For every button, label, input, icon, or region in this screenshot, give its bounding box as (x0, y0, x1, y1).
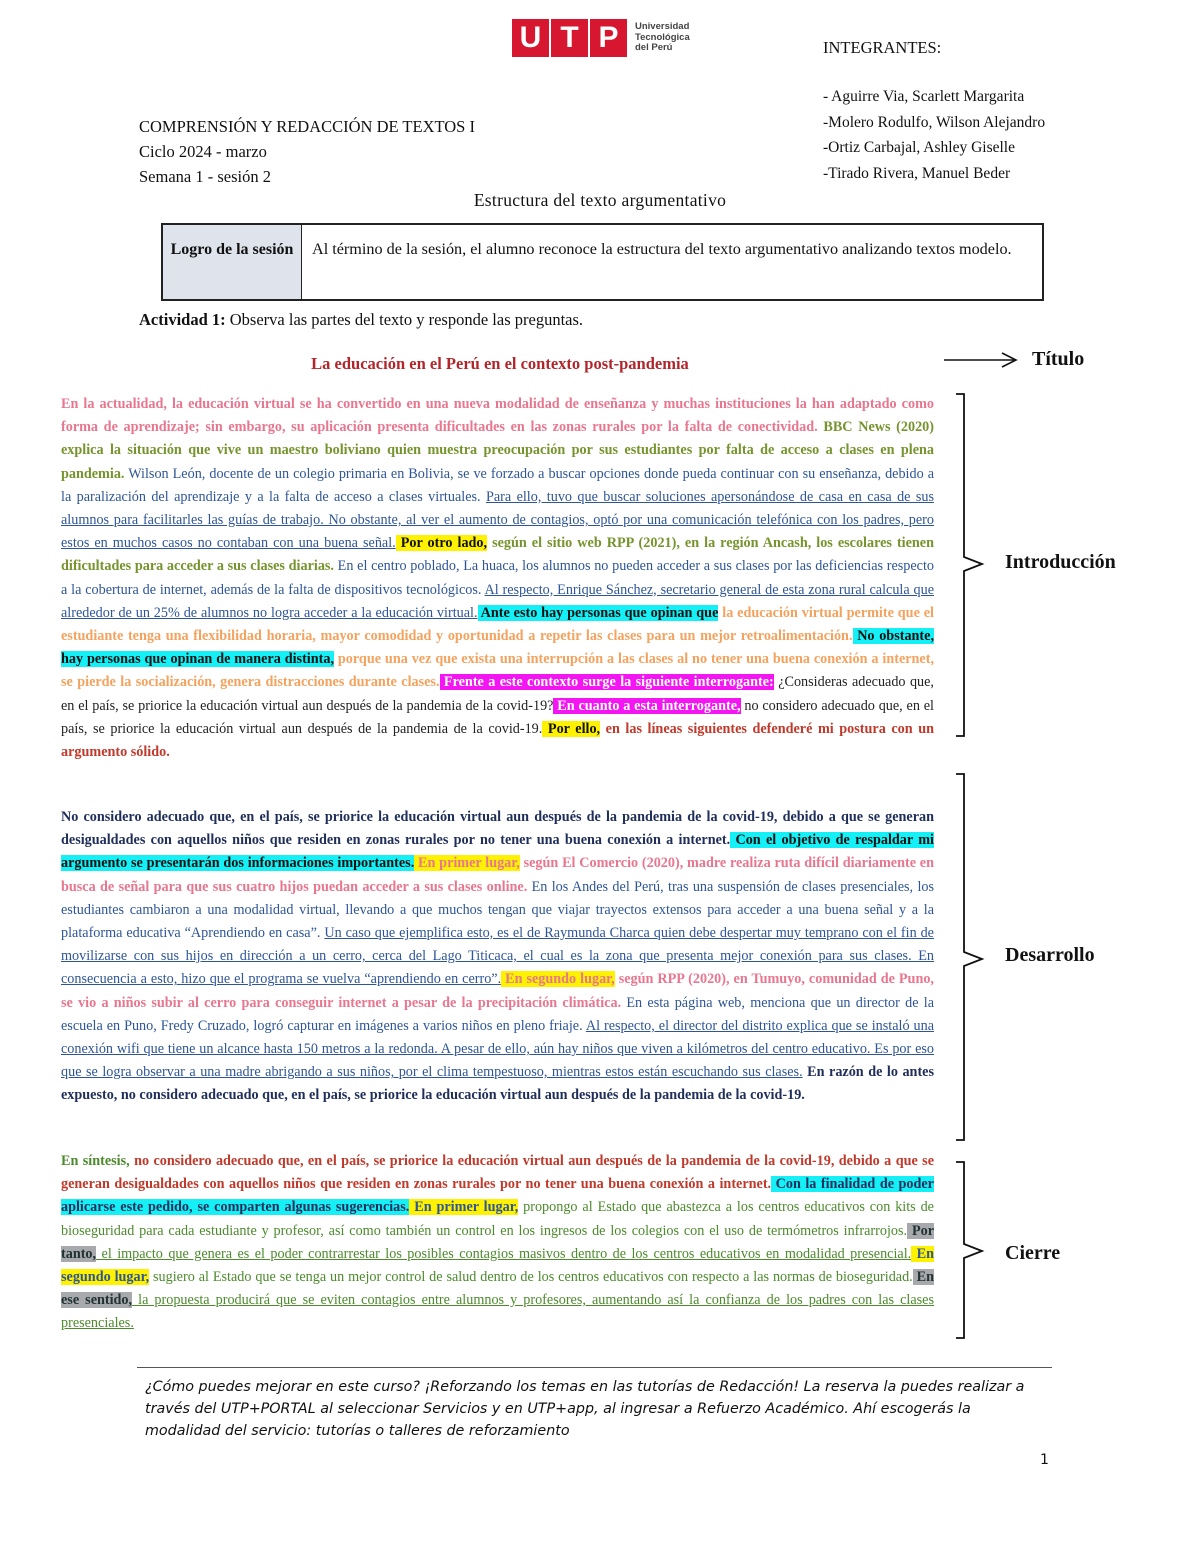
text-span: Wilson León, docente de un colegio primaria en Bolivia, se ve forzado a buscar opciones donde pueda continuar con su enseñanza, debido a la paralización del aprendizaje y a la falta de acceso a clases virtuales. (61, 465, 934, 505)
brace-desarrollo-icon (950, 772, 990, 1142)
suggestion-span: propongo al Estado que abastezca a los centros educativos con kits de bioseguridad para cada estudiante y profesor, así como también un control en los ingresos de los colegios con el uso de termómetros infrarrojos. (61, 1199, 934, 1239)
connector-highlight: En cuanto a esta interrogante, (553, 697, 741, 714)
logo-letter-t: T (551, 19, 588, 57)
member-item: -Molero Rodulfo, Wilson Alejandro (823, 113, 1046, 131)
label-introduccion: Introducción (1005, 551, 1116, 573)
member-item: - Aguirre Via, Scarlett Margarita (823, 88, 1025, 105)
brace-introduccion-icon (950, 392, 990, 738)
member-item: -Tirado Rivera, Manuel Beder (823, 165, 1011, 183)
label-desarrollo: Desarrollo (1005, 944, 1095, 966)
activity-label: Actividad 1: (139, 310, 226, 329)
arrow-right-icon (942, 351, 1022, 369)
impact-span: la propuesta producirá que se eviten contagios entre alumnos y profesores, aumentando así la confianza de los padres con las clases presenciales. (61, 1292, 934, 1332)
connector-span: En síntesis, (61, 1153, 130, 1169)
connector-highlight: Por otro lado, (395, 535, 488, 552)
essay-title: La educación en el Perú en el contexto post-pandemia (311, 354, 689, 373)
example-span: Al respecto, Enrique Sánchez, secretario general de esta zona rural calcula que alrededor de un 25% de alumnos no logra acceder a la educación virtual. (61, 581, 934, 621)
connector-highlight: Con el objetivo de respaldar mi argumento se presentarán dos informaciones importantes. (61, 832, 934, 872)
logro-label: Logro de la sesión (163, 225, 302, 299)
course-info (139, 114, 475, 189)
footer-note: ¿Cómo puedes mejorar en este curso? ¡Reforzando los temas en las tutorías de Redacción! La reserva la puedes realizar a través del UTP+PORTAL al seleccionar Servicios y en UTP+app, al ingresar a Refuerzo Académico. Ahí escogerás la modalidad del servicio: tutorías o talleres de reforzamiento (145, 1379, 1025, 1439)
source-comercio: según El Comercio (2020), madre realiza ruta difícil diariamente en busca de señal para que sus cuatro hijos puedan acceder a sus clases online. (61, 855, 934, 895)
activity-instruction (139, 310, 583, 330)
thesis-context: En la actualidad, la educación virtual se ha convertido en una nueva modalidad de enseñanza y muchas instituciones la han adaptado como forma de aprendizaje; sin embargo, su aplicación presenta dificultades en las zonas rurales por la falta de conectividad. (61, 396, 934, 436)
source-rpp: según RPP (2020), en Tumuyo, comunidad de Puno, se vio a niños subir al cerro para conseguir internet a pesar de la precipitación climática. (61, 971, 934, 1011)
logo-letter-u: U (512, 19, 549, 57)
closing-span: en las líneas siguientes defenderé mi postura con un argumento sólido. (61, 720, 934, 761)
connector-highlight: No obstante, hay personas que opinan de manera distinta, (61, 628, 934, 668)
example-span: Un caso que ejemplifica esto, es el de Raymunda Charca quien debe despertar muy temprano con el fin de movilizarse con sus hijos en dirección a un cerro, cerca del Lago Titicaca, el cual es la zona que presenta mejor conexión para sus clases. En consecuencia a esto, hizo que el programa se vuelva “aprendiendo en cerro”. (61, 925, 934, 988)
argument-span: No considero adecuado que, en el país, se priorice la educación virtual aun después de la pandemia de la covid-19, debido a que se generan desigualdades con aquellos niños que residen en zonas rurales por no tener una buena conexión a internet. (61, 809, 934, 849)
logro-text: Al término de la sesión, el alumno reconoce la estructura del texto argumentativo analizando textos modelo. (312, 240, 1012, 258)
course-cycle: Ciclo 2024 - marzo (139, 142, 267, 161)
connector-highlight: Ante esto hay personas que opinan que (477, 604, 719, 621)
text-span: En el centro poblado, La huaca, los alumnos no pueden acceder a sus clases por las deficiencias respecto a la cobertura de internet, además de la falta de dispositivos tecnológicos. (61, 558, 934, 598)
suggestion-span: sugiero al Estado que se tenga un mejor control de salud dentro de los centros educativos con respecto a las normas de bioseguridad. (149, 1269, 913, 1286)
connector-highlight: En segundo lugar, (61, 1245, 934, 1286)
conclusion-span: En razón de lo antes expuesto, no considero adecuado que, en el país, se priorice la educación virtual aun después de la pandemia de la covid-19. (61, 1064, 934, 1104)
integrantes-heading: INTEGRANTES: (823, 38, 942, 57)
members-list (823, 84, 1045, 187)
logo-line: Universidad (635, 21, 690, 33)
activity-text: Observa las partes del texto y responde las preguntas. (225, 310, 584, 329)
member-item: -Ortiz Carbajal, Ashley Giselle (823, 139, 1015, 157)
example-span: Al respecto, el director del distrito explica que se instaló una conexión wifi que tiene un alcance hasta 150 metros a la redonda. A pesar de ello, aún hay niños que viven a kilómetros del centro educativo. Es por eso que se logra observar a una madre abrigando a sus niños, por el clima tempestuoso, mientras estos están escuchando sus clases. (61, 1017, 935, 1081)
document-title: Estructura del texto argumentativo (473, 190, 727, 210)
connector-highlight: Por ello, (542, 720, 601, 737)
utp-logo (512, 19, 690, 57)
opinion-span: porque una vez que exista una interrupción a las clases al no tener una buena conexión a internet, se pierde la socialización, genera distracciones durante clases. (61, 651, 935, 691)
source-bbc: BBC News (2020) explica la situación que vive un maestro boliviano quien muestra preocupación por sus estudiantes por falta de acceso a clases en plena pandemia. (61, 419, 934, 482)
course-session: Semana 1 - sesión 2 (139, 167, 271, 186)
brace-cierre-icon (950, 1160, 990, 1340)
paragraph-desarrollo (61, 806, 934, 1108)
example-span: Para ello, tuvo que buscar soluciones apersonándose de casa en casa de sus alumnos para facilitarles las guías de trabajo. No obstante, al ver el aumento de contagios, optó por una comunicación telefónica con los padres, pero estos en muchos casos no contaban con una buena señal. (61, 488, 934, 552)
logro-table (161, 223, 1044, 301)
logo-line: del Perú (635, 42, 673, 54)
logo-line: Tecnológica (635, 31, 690, 43)
paragraph-introduccion (61, 393, 934, 764)
question-span: ¿Consideras adecuado que, en el país, se priorice la educación virtual aun después de la pandemia de la covid-19? (61, 674, 934, 714)
connector-highlight: Frente a este contexto surge la siguiente interrogante: (439, 674, 774, 691)
label-cierre: Cierre (1005, 1242, 1061, 1264)
connector-highlight: Por tanto, (61, 1222, 935, 1262)
connector-highlight: En primer lugar, (414, 855, 520, 872)
text-span: En los Andes del Perú, tras una suspensión de clases presenciales, los estudiantes cambiaron a una modalidad virtual, llevando a que muchos tengan que viajar trayectos extensos para acceder a una buena señal y a la plataforma educativa “Aprendiendo en casa”. (61, 878, 934, 942)
connector-highlight: En segundo lugar, (501, 971, 615, 988)
footer-divider (137, 1367, 1052, 1368)
logo-text (635, 22, 690, 54)
page-number: 1 (1040, 1452, 1049, 1468)
connector-highlight: En ese sentido, (61, 1269, 934, 1309)
thesis-span: no considero adecuado que, en el país, se priorice la educación virtual aun después de la pandemia de la covid-19. (61, 697, 934, 737)
connector-highlight: Con la finalidad de poder aplicarse este pedido, se comparten algunas sugerencias. (61, 1176, 934, 1216)
opinion-span: la educación virtual permite que el estudiante tenga una flexibilidad horaria, mayor comodidad y oportunidad a repetir las clases para un mejor retroalimentación. (61, 604, 934, 645)
text-span: En esta página web, menciona que un director de la escuela en Puno, Fredy Cruzado, logró capturar en imágenes a varios niños en pleno friaje. (61, 994, 934, 1034)
source-rpp: según el sitio web RPP (2021), en la región Ancash, los escolares tienen dificultades para acceder a sus clases diarias. (61, 535, 934, 575)
course-name: COMPRENSIÓN Y REDACCIÓN DE TEXTOS I (139, 117, 475, 136)
logo-letter-p: P (590, 19, 627, 57)
impact-span: el impacto que genera es el poder contrarrestar los posibles contagios masivos dentro de los centros educativos en modalidad presencial. (96, 1245, 912, 1262)
label-titulo: Título (1032, 348, 1085, 370)
thesis-span: no considero adecuado que, en el país, se priorice la educación virtual aun después de la pandemia de la covid-19, debido a que se generan desigualdades con aquellos niños que residen en zonas rurales por no tener una buena conexión a internet. (61, 1153, 934, 1193)
connector-highlight: En primer lugar, (409, 1199, 519, 1216)
paragraph-cierre (61, 1150, 934, 1336)
